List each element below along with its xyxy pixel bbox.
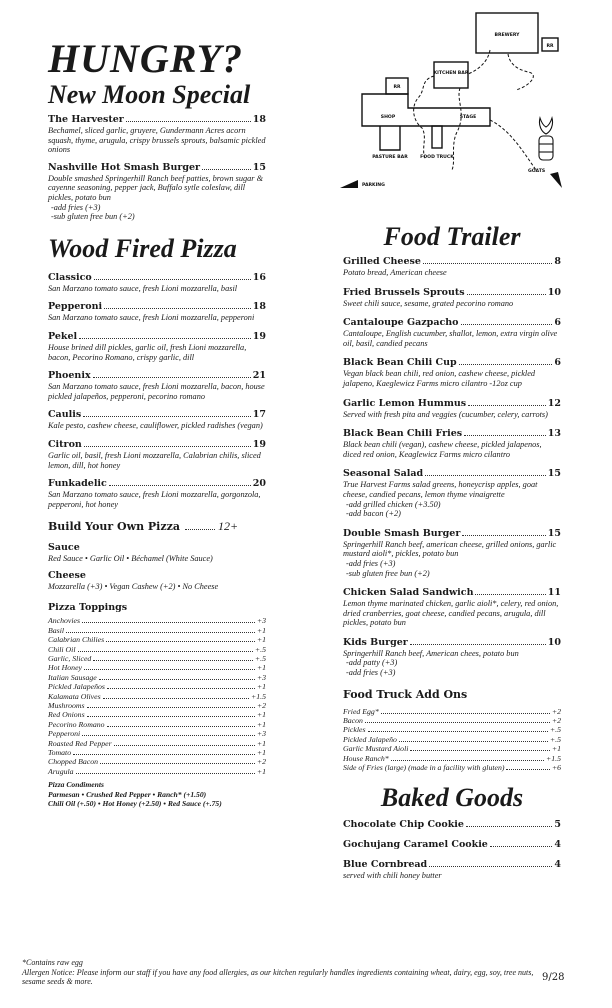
menu-item-price: 16 (252, 271, 266, 283)
dot-leader (73, 753, 255, 755)
price-row (343, 725, 561, 734)
menu-item-price: 18 (252, 114, 266, 125)
menu-item-name: Blue Cornbread (343, 858, 428, 870)
menu-item (343, 398, 561, 420)
dot-leader (78, 650, 253, 652)
price-row-name: Pickles (343, 725, 366, 735)
menu-item-description: San Marzano tomato sauce, fresh Lioni mozzarella, gorgonzola, pepperoni, hot honey (48, 490, 261, 509)
price-row (48, 701, 266, 710)
menu-item-name: Cantaloupe Gazpacho (343, 317, 459, 329)
price-row-price: +1 (256, 682, 266, 692)
price-row (48, 645, 266, 654)
menu-item-price: 6 (554, 317, 561, 329)
price-row-name: Side of Fries (large) (made in a facility with gluten) (343, 763, 505, 773)
menu-item-description: Vegan black bean chili, red onion, cashew cheese, pickled jalapeno, Kaeglewicz Farms micro cilantro -12oz cup (343, 369, 536, 388)
dot-leader (104, 307, 251, 309)
price-row (48, 626, 266, 635)
price-row-name: Kalamata Olives (48, 691, 101, 701)
dot-leader (429, 865, 552, 867)
goat-barrel-icon (539, 118, 553, 160)
menu-item-description: Lemon thyme marinated chicken, garlic aioli*, celery, red onion, dried cranberries, goat cheese, candied pecans, arugula, dill pickles, potato bun (343, 599, 559, 628)
menu-item-description: San Marzano tomato sauce, fresh Lioni mozzarella, pepperoni (48, 313, 255, 323)
price-row-price: +.5 (549, 734, 561, 744)
price-row-price: +3 (256, 729, 266, 739)
menu-item (48, 409, 266, 431)
price-row-name: Pickled Jalapeño (343, 734, 397, 744)
menu-item (343, 819, 561, 831)
dot-leader (107, 725, 255, 727)
raw-egg-note: *Contains raw egg (22, 958, 83, 967)
menu-item-row (343, 428, 561, 440)
food-truck-box (432, 126, 442, 148)
dot-leader (83, 415, 251, 417)
price-row-price: +.5 (549, 725, 561, 735)
menu-item (48, 478, 266, 509)
menu-item-row (343, 468, 561, 480)
label-brewery: BREWERY (494, 33, 520, 38)
label-rr2: RR (393, 85, 401, 90)
menu-item (343, 256, 561, 278)
menu-item-price: 4 (554, 858, 561, 870)
dot-leader (94, 278, 251, 280)
dot-leader (76, 772, 255, 774)
menu-item-name: Seasonal Salad (343, 468, 424, 480)
label-pasture-bar: PASTURE BAR (372, 155, 408, 160)
menu-item-name: Black Bean Chili Cup (343, 357, 457, 369)
allergen-notice: Allergen Notice: Please inform our staff if you have any food allergies, as our kitchen regularly handles ingredients containing wheat, dairy, egg, soy, tree nuts, sesame seeds & more. (22, 967, 534, 986)
price-row-price: +1 (551, 744, 561, 754)
price-row-name: Hot Honey (48, 663, 82, 673)
price-row-price: +1 (256, 766, 266, 776)
price-row-name: Calabrian Chilies (48, 635, 105, 645)
price-row-price: +1 (256, 747, 266, 757)
label-parking: PARKING (362, 183, 385, 188)
menu-item-name: Classico (48, 271, 92, 283)
menu-item-name: Nashville Hot Smash Burger (48, 161, 201, 173)
menu-item-row (343, 839, 561, 851)
price-row (48, 710, 266, 719)
menu-item-description: Springerhill Ranch beef, american cheese, grilled onions, garlic mustard aioli*, pickles, potato bun (343, 539, 557, 559)
dot-leader (114, 744, 255, 746)
page-title: HUNGRY? (48, 36, 244, 81)
price-row (48, 654, 266, 663)
dot-leader (468, 404, 546, 406)
dot-leader (399, 740, 548, 742)
footer (22, 958, 542, 987)
menu-item (48, 370, 266, 401)
dot-leader (410, 643, 546, 645)
menu-item-row (343, 398, 561, 410)
price-row (48, 757, 266, 766)
price-row (48, 635, 266, 644)
price-row (48, 767, 266, 776)
toppings-list (48, 616, 266, 776)
dot-leader (391, 759, 544, 761)
menu-item-row (343, 287, 561, 299)
menu-item-row (343, 317, 561, 329)
menu-item-price: 11 (547, 587, 561, 599)
menu-item (343, 428, 561, 459)
condiments-line-2: Chili Oil (+.50) • Hot Honey (+2.50) • Red Sauce (+.75) (48, 799, 222, 809)
menu-item-name: Double Smash Burger (343, 527, 461, 539)
price-row-name: Chili Oil (48, 644, 76, 654)
byo-heading (48, 519, 266, 534)
label-kitchen-bar: KITCHEN BAR (433, 71, 469, 76)
menu-item-row (48, 331, 266, 343)
price-row (48, 720, 266, 729)
dot-leader (100, 762, 255, 764)
dot-leader (84, 668, 255, 670)
label-rr1: RR (546, 44, 554, 49)
pasture-bar-building (380, 126, 400, 150)
menu-item (343, 587, 561, 628)
price-row (343, 716, 561, 725)
dot-leader (461, 323, 553, 325)
new-moon-list (48, 114, 266, 222)
price-row (48, 673, 266, 682)
price-row-name: Basil (48, 625, 65, 635)
menu-item-price: 19 (252, 438, 266, 450)
price-row-price: +1 (256, 719, 266, 729)
goats-arrow (550, 172, 562, 188)
menu-item-price: 12 (547, 397, 561, 409)
menu-item-row (48, 114, 266, 126)
dot-leader (506, 768, 549, 770)
shop-stage-building (362, 94, 490, 126)
menu-item-description: Springerhill Ranch beef, American chees, potato bun (343, 648, 519, 658)
menu-item-row (343, 357, 561, 369)
menu-item-description: served with chili honey butter (343, 870, 442, 880)
menu-item-row (343, 637, 561, 649)
dot-leader (87, 715, 255, 717)
menu-item-name: Caulis (48, 409, 82, 421)
dot-leader (365, 721, 550, 723)
price-row-price: +1 (256, 710, 266, 720)
dot-leader (410, 749, 549, 751)
menu-item-addon: -add fries (+3) (346, 668, 396, 678)
label-food-truck: FOOD TRUCK (420, 155, 454, 160)
menu-item-name: Grilled Cheese (343, 256, 421, 267)
menu-item-name: Funkadelic (48, 478, 107, 490)
dot-leader (107, 687, 255, 689)
menu-item-row (343, 528, 561, 540)
menu-item-name: Phoenix (48, 370, 91, 382)
condiments-line-1: Parmesan • Crushed Red Pepper • Ranch* (+1.50) (48, 789, 207, 799)
menu-item (48, 272, 266, 294)
dot-leader (93, 659, 253, 661)
price-row (343, 754, 561, 763)
dot-leader (202, 168, 251, 170)
price-row (48, 739, 266, 748)
food-trailer-list (343, 256, 561, 678)
menu-item-row (48, 370, 266, 382)
dot-leader (99, 678, 255, 680)
menu-item-price: 10 (547, 286, 561, 298)
menu-item-name: Citron (48, 438, 82, 450)
price-row (48, 729, 266, 738)
new-moon-title: New Moon Special (48, 80, 251, 109)
price-row-name: Arugula (48, 766, 74, 776)
price-row (48, 616, 266, 625)
menu-item-price: 18 (252, 301, 266, 313)
menu-item-row (48, 478, 266, 490)
price-row-name: Anchovies (48, 616, 81, 626)
dot-leader (464, 434, 546, 436)
menu-item-price: 13 (547, 428, 561, 440)
dot-leader (66, 631, 255, 633)
menu-item (343, 528, 561, 578)
dot-leader (82, 734, 255, 736)
price-row (48, 748, 266, 757)
menu-item-price: 21 (252, 370, 266, 382)
menu-item-addon: -sub gluten free bun (+2) (346, 568, 430, 578)
price-row (343, 744, 561, 753)
menu-item-price: 5 (554, 818, 561, 830)
sauce-options: Red Sauce • Garlic Oil • Béchamel (White Sauce) (48, 554, 213, 564)
menu-item-description: San Marzano tomato sauce, fresh Lioni mozzarella, bacon, house pickled jalapeños, pepperoni, pecorino romano (48, 382, 265, 401)
price-row (48, 663, 266, 672)
price-row (343, 735, 561, 744)
price-row-price: +1.5 (250, 691, 266, 701)
price-row-price: +.5 (254, 653, 266, 663)
dot-leader (93, 376, 251, 378)
menu-item-description: Kale pesto, cashew cheese, cauliflower, pickled radishes (vegan) (48, 421, 263, 431)
menu-item-description: San Marzano tomato sauce, fresh Lioni mozzarella, basil (48, 283, 238, 293)
price-row-name: Italian Sausage (48, 672, 97, 682)
menu-item-addon: -sub gluten free bun (+2) (51, 212, 135, 222)
price-row-price: +1 (256, 635, 266, 645)
cheese-options: Mozzarella (+3) • Vegan Cashew (+2) • No Cheese (48, 582, 219, 592)
menu-item-description: Cantaloupe, English cucumber, shallot, lemon, extra virgin olive oil, basil, candied pecans (343, 329, 558, 348)
menu-item-price: 15 (547, 527, 561, 539)
menu-item-description: Potato bread, American cheese (343, 268, 447, 277)
menu-item-price: 4 (554, 838, 561, 850)
parking-arrow (340, 180, 358, 188)
menu-item-addon: -add fries (+3) (346, 558, 396, 568)
menu-item-row (343, 859, 561, 871)
menu-item-row (48, 301, 266, 313)
price-row-name: Fried Egg* (343, 706, 379, 716)
label-shop: SHOP (380, 115, 396, 120)
menu-item-description: True Harvest Farms salad greens, honeycrisp apples, goat cheese, candied pecans, lemon thyme vinaigrette (343, 480, 538, 499)
price-row (343, 707, 561, 716)
menu-item-description: Served with fresh pita and veggies (cucumber, celery, carrots) (343, 409, 548, 419)
menu-item-name: Black Bean Chili Fries (343, 428, 463, 440)
price-row-name: Roasted Red Pepper (48, 738, 112, 748)
menu-item-name: Pepperoni (48, 301, 103, 313)
price-row-price: +3 (256, 672, 266, 682)
price-row-price: +.5 (254, 644, 266, 654)
price-row-price: +2 (256, 757, 266, 767)
price-row-name: House Ranch* (343, 753, 389, 763)
price-row-name: Pepperoni (48, 729, 81, 739)
condiments-label: Pizza Condiments (48, 780, 104, 790)
dot-leader (126, 120, 251, 122)
menu-item (343, 287, 561, 309)
price-row-price: +1 (256, 738, 266, 748)
label-stage: STAGE (459, 115, 477, 120)
menu-item (343, 859, 561, 881)
menu-item-addon: -add patty (+3) (346, 658, 398, 668)
menu-item-name: Kids Burger (343, 636, 408, 648)
price-row-name: Garlic Mustard Aioli (343, 744, 409, 754)
dot-leader (82, 621, 255, 623)
menu-item (48, 162, 266, 222)
price-row-name: Pecorino Romano (48, 719, 105, 729)
menu-item (48, 439, 266, 470)
dot-leader (462, 534, 545, 536)
price-row-name: Chopped Bacon (48, 757, 99, 767)
price-row (48, 682, 266, 691)
menu-item (48, 114, 266, 155)
baked-list (343, 819, 561, 881)
price-row-price: +1.5 (545, 753, 561, 763)
cheese-label: Cheese (48, 570, 86, 582)
price-row-price: +1 (256, 663, 266, 673)
price-row-price: +2 (551, 716, 561, 726)
dot-leader (467, 293, 546, 295)
right-column (343, 222, 561, 888)
menu-item-price: 8 (554, 256, 561, 267)
dot-leader (459, 363, 553, 365)
menu-item-name: Chicken Salad Sandwich (343, 587, 474, 599)
price-row (48, 692, 266, 701)
menu-item (343, 357, 561, 388)
price-row (343, 763, 561, 772)
dot-leader (109, 484, 251, 486)
menu-item-price: 15 (547, 468, 561, 480)
menu-item (343, 468, 561, 518)
menu-item-row (343, 587, 561, 599)
dot-leader (79, 337, 251, 339)
menu-item-price: 10 (547, 636, 561, 648)
label-goats: GOATS (528, 169, 546, 174)
menu-item-price: 6 (554, 357, 561, 369)
menu-item-addon: -add bacon (+2) (346, 509, 401, 519)
price-row-name: Bacon (343, 716, 363, 726)
menu-item-name: Gochujang Caramel Cookie (343, 838, 488, 850)
menu-item-name: Garlic Lemon Hummus (343, 397, 467, 409)
pizza-title: Wood Fired Pizza (48, 233, 237, 263)
dot-leader (87, 706, 255, 708)
dot-leader (466, 825, 552, 827)
dot-leader (490, 845, 553, 847)
price-row-name: Garlic, Sliced (48, 653, 92, 663)
menu-item (343, 637, 561, 678)
menu-item-description: Bechamel, sliced garlic, gruyere, Gundermann Acres acorn squash, thyme, arugula, crispy brussels sprouts, balsamic pickled onions (48, 126, 266, 155)
menu-item-description: Double smashed Springerhill Ranch beef patties, brown sugar & cayenne seasoning, pepper jack, Buffalo sytle coleslaw, dill pickles, potato bun (48, 173, 264, 202)
dot-leader (106, 640, 255, 642)
price-row-name: Tomato (48, 747, 72, 757)
menu-item-row (48, 439, 266, 451)
food-trailer-title: Food Trailer (383, 222, 521, 251)
menu-item (48, 331, 266, 362)
menu-item-price: 15 (252, 161, 266, 173)
menu-item (48, 301, 266, 323)
baked-title: Baked Goods (380, 782, 524, 812)
dot-leader (368, 730, 548, 732)
menu-item-price: 19 (252, 330, 266, 342)
menu-item-description: House brined dill pickles, garlic oil, fresh Lioni mozzarella, bacon, Pecorino Romano, crispy garlic, dill (48, 342, 247, 362)
price-row-price: +1 (256, 625, 266, 635)
dot-leader (84, 445, 251, 447)
menu-item-row (48, 409, 266, 421)
menu-item-addon: -add fries (+3) (51, 202, 101, 212)
price-row-price: +2 (551, 706, 561, 716)
dot-leader (425, 474, 546, 476)
menu-item-name: The Harvester (48, 114, 124, 125)
sauce-label: Sauce (48, 542, 80, 554)
pizza-list (48, 272, 266, 510)
menu-item-row (48, 162, 266, 174)
dot-leader (475, 593, 545, 595)
venue-map (340, 10, 572, 190)
menu-item-price: 20 (252, 478, 266, 490)
price-row-price: +3 (256, 616, 266, 626)
addons-list (343, 707, 561, 773)
menu-item-row (48, 272, 266, 284)
price-row-name: Pickled Jalapeños (48, 682, 105, 692)
left-column (48, 38, 266, 809)
price-row-name: Mushrooms (48, 700, 85, 710)
price-row-price: +6 (551, 763, 561, 773)
price-row-price: +2 (256, 700, 266, 710)
dot-leader (103, 697, 249, 699)
menu-item (343, 839, 561, 851)
price-row-name: Red Onions (48, 710, 85, 720)
menu-item-name: Chocolate Chip Cookie (343, 818, 464, 830)
addons-title: Food Truck Add Ons (343, 687, 468, 701)
menu-item-price: 17 (252, 409, 266, 421)
menu-item-row (343, 819, 561, 831)
dot-leader (423, 262, 552, 264)
dot-leader (381, 712, 550, 714)
menu-item-row (343, 256, 561, 268)
byo-title: Build Your Own Pizza (48, 520, 180, 534)
menu-item-description: Black bean chili (vegan), cashew cheese, pickled jalapenos, diced red onion, Keaglewicz Farms micro cilantro (343, 440, 542, 459)
menu-item-name: Fried Brussels Sprouts (343, 286, 465, 298)
toppings-label: Pizza Toppings (48, 602, 128, 614)
menu-item-description: Sweet chili sauce, sesame, grated pecorino romano (343, 298, 514, 308)
menu-item-addon: -add grilled chicken (+3.50) (346, 499, 441, 509)
menu-item (343, 317, 561, 348)
byo-price: 12+ (217, 519, 239, 534)
menu-item-description: Garlic oil, basil, fresh Lioni mozzarella, Calabrian chilis, sliced lemon, dill, hot honey (48, 450, 261, 470)
menu-item-name: Pekel (48, 330, 78, 342)
page-number: 9/28 (542, 972, 565, 983)
